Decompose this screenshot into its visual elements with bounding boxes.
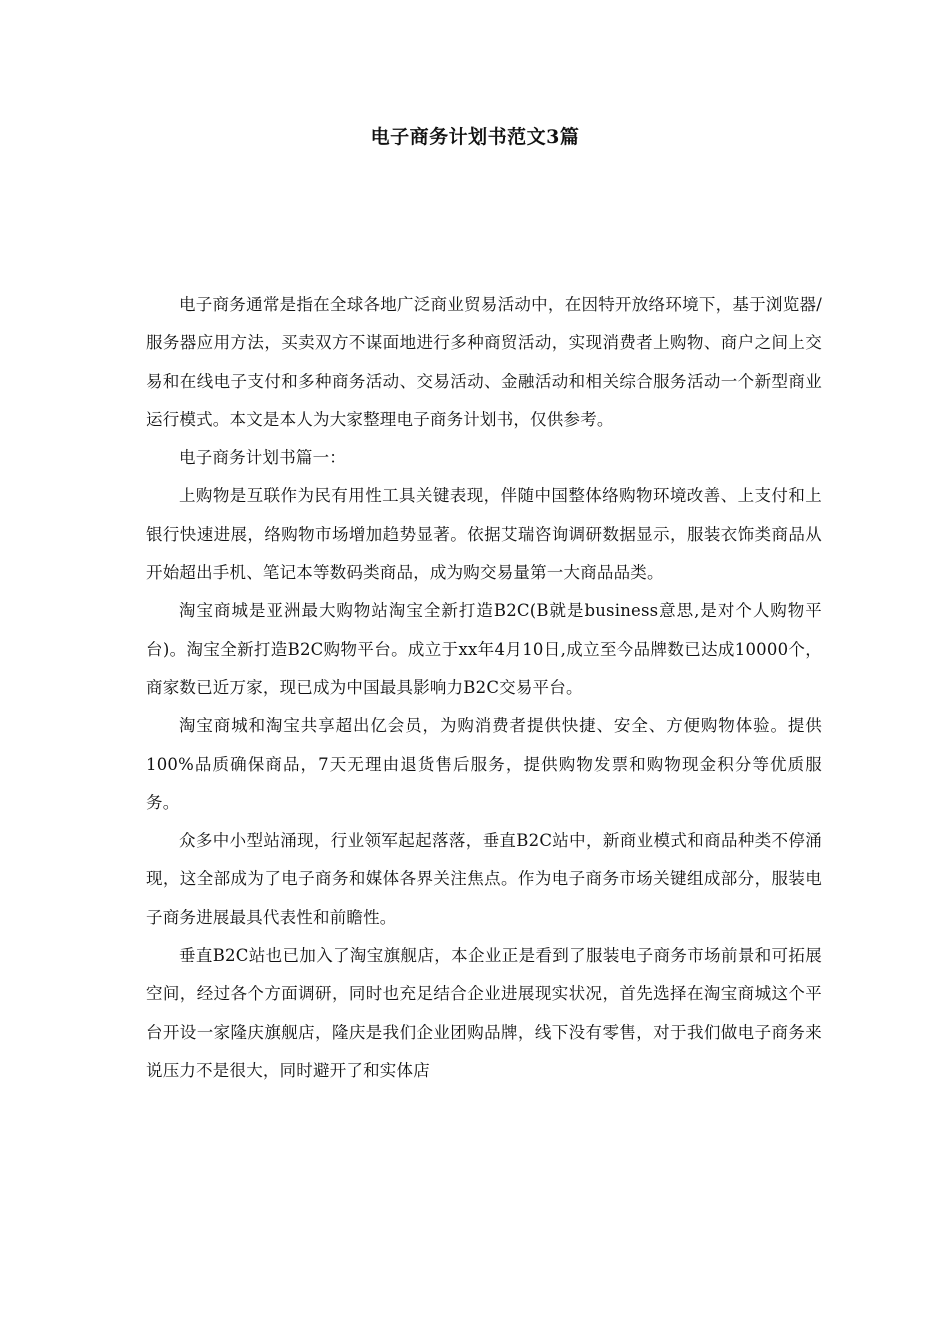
paragraph-vertical-b2c: 众多中小型站涌现，行业领军起起落落，垂直B2C站中，新商业模式和商品种类不停涌现，这全部成为了电子商务和媒体各界关注焦点。作为电子商务市场关键组成部分，服装电子商务进展最具代表性和前瞻性。 [146, 831, 822, 927]
paragraph-members-services: 淘宝商城和淘宝共享超出亿会员，为购消费者提供快捷、安全、方便购物体验。提供100%品质确保商品，7天无理由退货售后服务，提供购物发票和购物现金积分等优质服务。 [146, 716, 822, 812]
document-title: 电子商务计划书范文3篇 [370, 126, 580, 148]
paragraph-taobao-mall: 淘宝商城是亚洲最大购物站淘宝全新打造B2C(B就是business意思,是对个人购物平台)。淘宝全新打造B2C购物平台。成立于xx年4月10日,成立至今品牌数已达成10000个，商家数已近万家，现已成为中国最具影响力B2C交易平台。 [146, 601, 822, 697]
paragraph-online-shopping: 上购物是互联作为民有用性工具关键表现，伴随中国整体络购物环境改善、上支付和上银行快速进展，络购物市场增加趋势显著。依据艾瑞咨询调研数据显示，服装衣饰类商品从开始超出手机、笔记本等数码类商品，成为购交易量第一大商品品类。 [146, 486, 822, 583]
section-heading-part-one: 电子商务计划书篇一： [179, 448, 346, 468]
paragraph-flagship-store: 垂直B2C站也已加入了淘宝旗舰店，本企业正是看到了服装电子商务市场前景和可拓展空间，经过各个方面调研，同时也充足结合企业进展现实状况，首先选择在淘宝商城这个平台开设一家隆庆旗舰店，隆庆是我们企业团购品牌，线下没有零售，对于我们做电子商务来说压力不是很大，同时避开了和实体店 [146, 946, 822, 1080]
paragraph-intro: 电子商务通常是指在全球各地广泛商业贸易活动中，在因特开放络环境下，基于浏览器/服务器应用方法，买卖双方不谋面地进行多种商贸活动，实现消费者上购物、商户之间上交易和在线电子支付和多种商务活动、交易活动、金融活动和相关综合服务活动一个新型商业运行模式。本文是本人为大家整理电子商务计划书，仅供参考。 [146, 295, 822, 429]
document-body [146, 286, 822, 1090]
